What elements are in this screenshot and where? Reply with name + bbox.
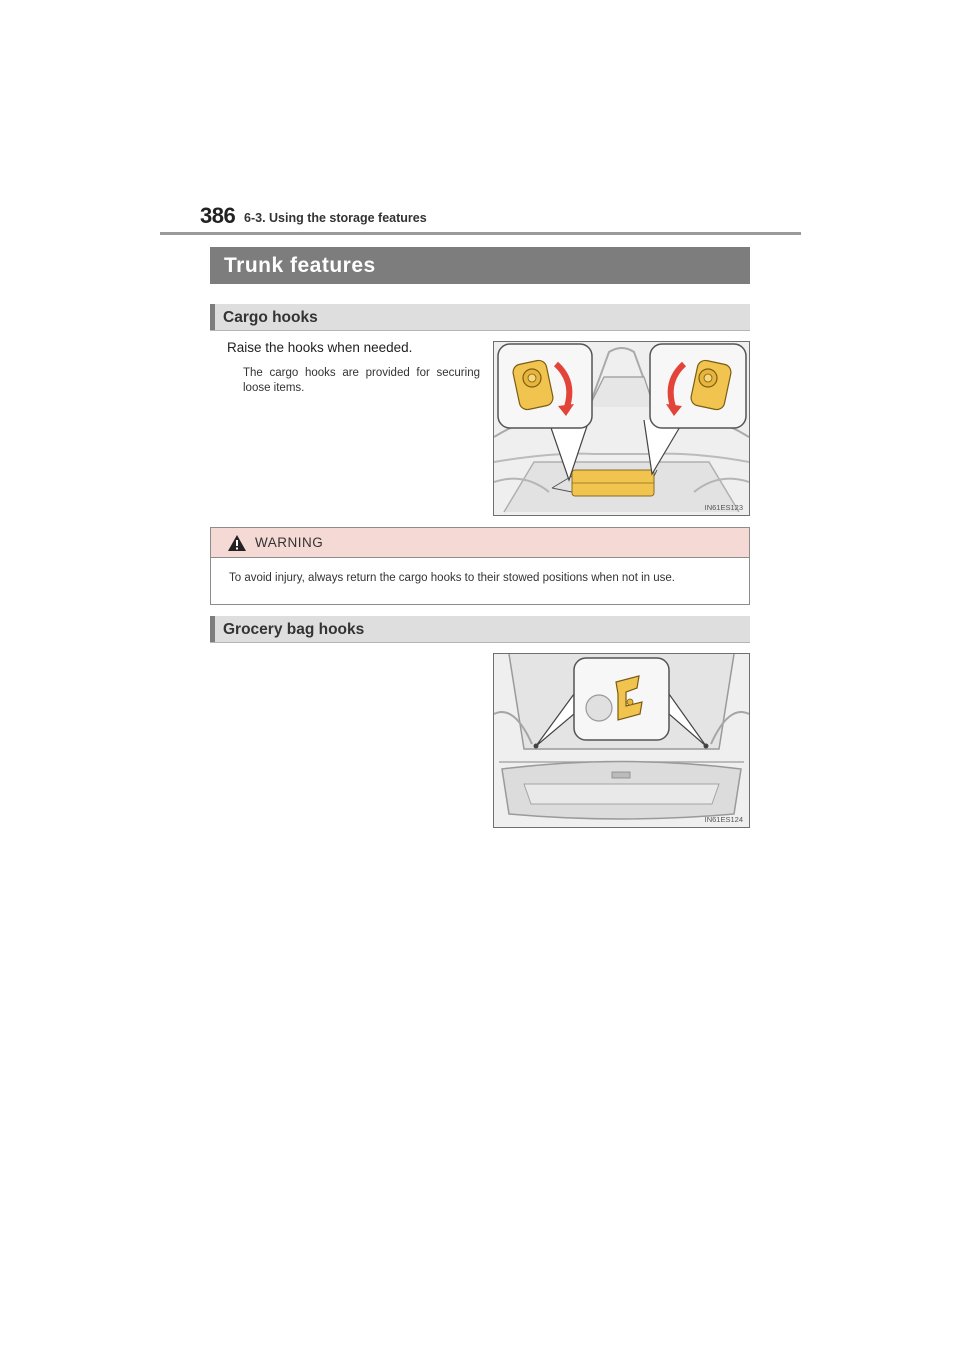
cargo-hooks-figure xyxy=(493,341,750,516)
warning-box xyxy=(210,527,750,605)
cargo-hooks-note: The cargo hooks are provided for securing loose items. xyxy=(243,367,480,394)
cargo-hooks-subheading xyxy=(210,304,750,331)
subheading-accent xyxy=(210,304,215,330)
grocery-bag-hooks-heading: Grocery bag hooks xyxy=(223,621,365,638)
page-title-banner xyxy=(210,247,750,284)
warning-header xyxy=(211,528,749,558)
header-rule xyxy=(160,232,801,235)
warning-triangle-icon xyxy=(228,535,246,551)
page-number: 386 xyxy=(200,203,236,228)
cargo-hooks-illustration xyxy=(494,342,749,515)
figure-code: IN61ES123 xyxy=(704,503,743,512)
figure-code: IN61ES124 xyxy=(704,815,743,824)
section-title: 6-3. Using the storage features xyxy=(244,211,427,225)
warning-text: To avoid injury, always return the cargo hooks to their stowed positions when not in use. xyxy=(229,572,675,584)
cargo-hooks-step: Raise the hooks when needed. xyxy=(227,340,413,355)
warning-title: WARNING xyxy=(255,535,324,550)
page-title: Trunk features xyxy=(224,254,376,277)
grocery-bag-hooks-figure xyxy=(493,653,750,828)
grocery-bag-hooks-illustration xyxy=(494,654,749,827)
cargo-hooks-heading: Cargo hooks xyxy=(223,309,318,326)
grocery-bag-hooks-subheading xyxy=(210,616,750,643)
subheading-accent xyxy=(210,616,215,642)
